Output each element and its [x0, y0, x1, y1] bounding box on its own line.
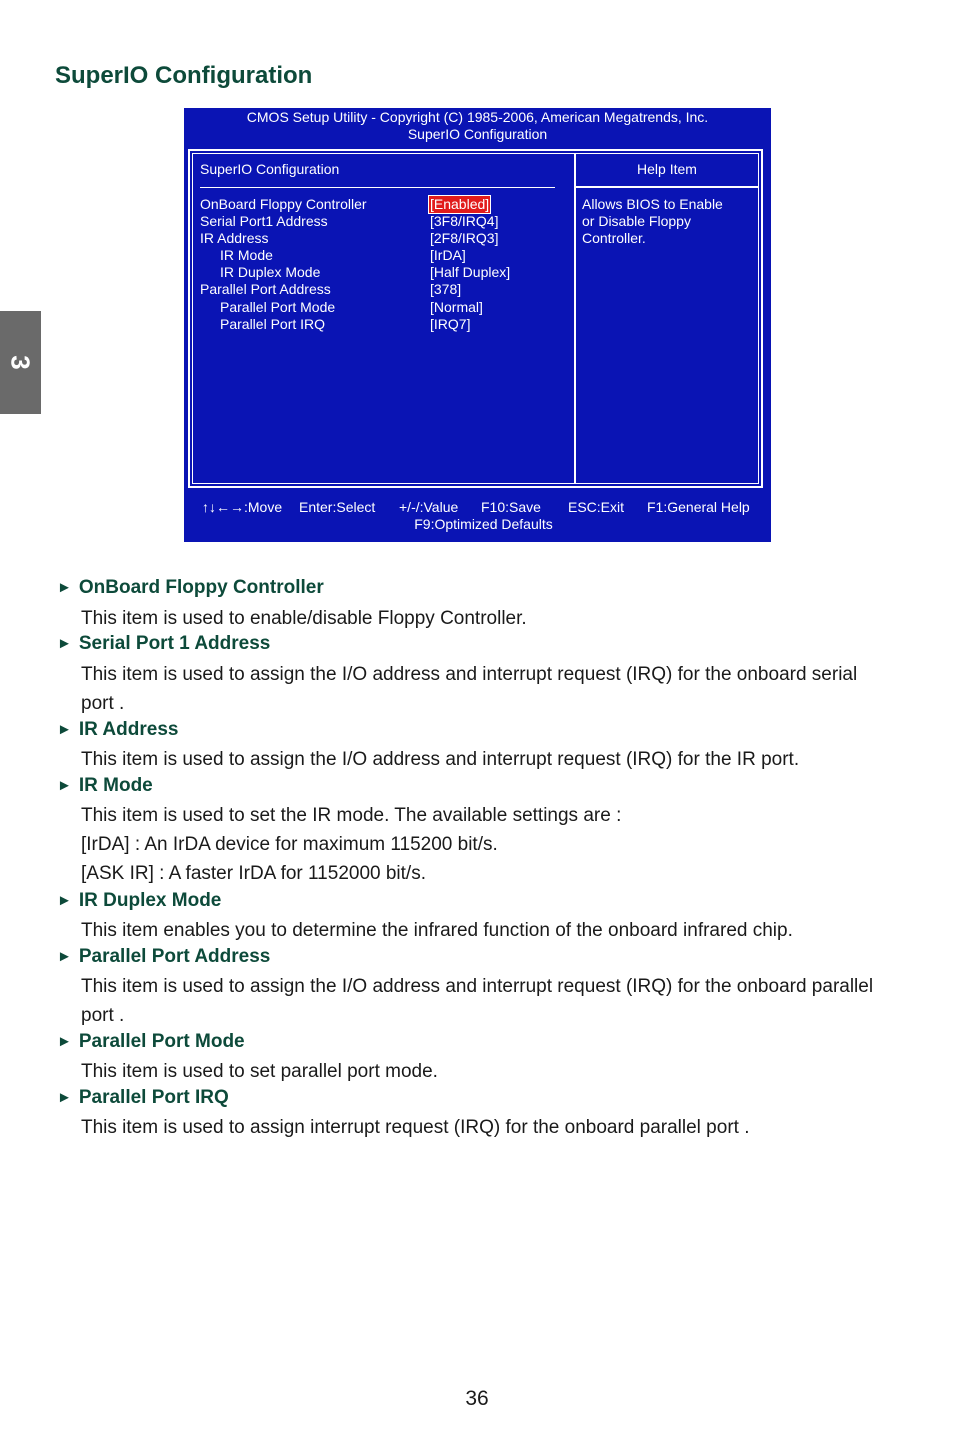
item-heading-ir-mode: [57, 775, 153, 797]
arrow-right-icon: ►: [57, 1089, 72, 1106]
item-title: OnBoard Floppy Controller: [78, 577, 324, 598]
help-divider: [576, 186, 758, 188]
chapter-tab: [0, 311, 41, 414]
setting-label: IR Mode: [220, 247, 273, 264]
item-description: [81, 972, 911, 1030]
settings-divider: [200, 187, 555, 188]
arrow-right-icon: ►: [57, 579, 72, 596]
description-line: port .: [81, 1005, 125, 1026]
bios-key-legend: [184, 499, 771, 516]
item-heading-parallel-irq: [57, 1087, 229, 1109]
settings-panel-title: SuperIO Configuration: [200, 161, 340, 177]
item-description: [81, 745, 911, 774]
setting-parallel-port-address[interactable]: [200, 281, 570, 298]
setting-parallel-port-irq[interactable]: [200, 316, 570, 333]
key-select: Enter:Select: [299, 499, 376, 515]
setting-label: Parallel Port Address: [200, 281, 331, 298]
setting-label: Parallel Port Mode: [220, 298, 336, 315]
key-value: +/-/:Value: [399, 499, 459, 515]
item-title: Parallel Port Mode: [78, 1031, 245, 1052]
item-title: IR Duplex Mode: [78, 890, 222, 911]
chapter-number: 3: [6, 355, 36, 370]
key-move: ↑↓←→:Move: [202, 499, 283, 515]
setting-value[interactable]: [2F8/IRQ3]: [430, 230, 499, 247]
item-description: [81, 1113, 911, 1142]
item-title: IR Mode: [78, 775, 153, 796]
arrow-right-icon: ►: [57, 721, 72, 738]
item-title: Parallel Port Address: [78, 946, 271, 967]
item-heading-parallel-address: [57, 946, 270, 968]
item-description: [81, 660, 911, 718]
setting-label: Parallel Port IRQ: [220, 315, 326, 332]
bios-frame-inner: [192, 153, 759, 484]
bios-frame: [188, 149, 763, 488]
key-save: F10:Save: [481, 499, 541, 515]
description-line: port .: [81, 693, 125, 714]
setting-ir-address[interactable]: [200, 230, 570, 247]
key-optimized-defaults: F9:Optimized Defaults: [414, 516, 553, 532]
description-line: This item is used to set parallel port mode.: [81, 1061, 438, 1082]
arrow-right-icon: ►: [57, 635, 72, 652]
description-line: [IrDA] : An IrDA device for maximum 115200 bit/s.: [81, 834, 498, 855]
description-line: This item is used to set the IR mode. The available settings are :: [81, 805, 622, 826]
item-title: Serial Port 1 Address: [78, 633, 271, 654]
setting-ir-mode[interactable]: [200, 247, 570, 264]
setting-onboard-floppy-controller[interactable]: [200, 196, 570, 213]
item-title: IR Address: [78, 719, 179, 740]
bios-screen-title: SuperIO Configuration: [407, 126, 548, 142]
item-heading-ir-address: [57, 719, 178, 741]
description-line: This item enables you to determine the infrared function of the onboard infrared chip.: [81, 920, 793, 941]
description-line: This item is used to assign interrupt request (IRQ) for the onboard parallel port .: [81, 1117, 750, 1138]
bios-header: [184, 109, 771, 143]
setting-label: IR Duplex Mode: [220, 264, 321, 281]
setting-value[interactable]: [IrDA]: [430, 247, 466, 264]
arrow-right-icon: ►: [57, 777, 72, 794]
help-line: Allows BIOS to Enable: [582, 196, 723, 212]
help-line: or Disable Floppy: [582, 213, 691, 229]
description-line: This item is used to enable/disable Floppy Controller.: [81, 608, 527, 629]
bios-copyright: CMOS Setup Utility - Copyright (C) 1985-2006, American Megatrends, Inc.: [246, 109, 709, 125]
item-heading-parallel-mode: [57, 1031, 245, 1053]
arrow-right-icon: ►: [57, 892, 72, 909]
help-text: [582, 196, 752, 247]
description-line: [ASK IR] : A faster IrDA for 1152000 bit/s.: [81, 863, 426, 884]
setting-parallel-port-mode[interactable]: [200, 299, 570, 316]
setting-ir-duplex-mode[interactable]: [200, 264, 570, 281]
setting-serial-port1-address[interactable]: [200, 213, 570, 230]
item-heading-onboard-floppy: [57, 577, 324, 599]
panel-divider: [574, 154, 576, 483]
item-description: [81, 604, 911, 633]
page-title: SuperIO Configuration: [55, 62, 313, 89]
item-description: [81, 1057, 911, 1086]
item-heading-serial-port: [57, 633, 270, 655]
item-description: [81, 916, 911, 945]
setting-value[interactable]: [IRQ7]: [430, 315, 471, 332]
description-line: This item is used to assign the I/O address and interrupt request (IRQ) for the onboard serial: [81, 664, 858, 685]
key-general-help: F1:General Help: [647, 499, 750, 515]
item-heading-ir-duplex: [57, 890, 221, 912]
setting-label: OnBoard Floppy Controller: [200, 196, 367, 212]
description-line: This item is used to assign the I/O address and interrupt request (IRQ) for the IR port.: [81, 749, 800, 770]
bios-screen: [184, 108, 771, 542]
settings-list: [200, 196, 570, 333]
setting-label: IR Address: [200, 230, 269, 247]
setting-value[interactable]: [Half Duplex]: [430, 264, 511, 281]
page-number: 36: [465, 1387, 489, 1410]
item-title: Parallel Port IRQ: [78, 1087, 229, 1108]
arrow-right-icon: ►: [57, 948, 72, 965]
setting-value[interactable]: [3F8/IRQ4]: [430, 213, 499, 230]
setting-value[interactable]: [378]: [430, 281, 462, 298]
setting-label: Serial Port1 Address: [200, 213, 328, 230]
key-exit: ESC:Exit: [568, 499, 625, 515]
help-panel-title: Help Item: [637, 161, 697, 177]
setting-value[interactable]: [Normal]: [430, 298, 483, 315]
arrow-right-icon: ►: [57, 1033, 72, 1050]
description-line: This item is used to assign the I/O address and interrupt request (IRQ) for the onboard parallel: [81, 976, 874, 997]
setting-value-selected[interactable]: [Enabled]: [430, 196, 490, 212]
help-line: Controller.: [582, 230, 646, 246]
item-description: [81, 801, 911, 888]
